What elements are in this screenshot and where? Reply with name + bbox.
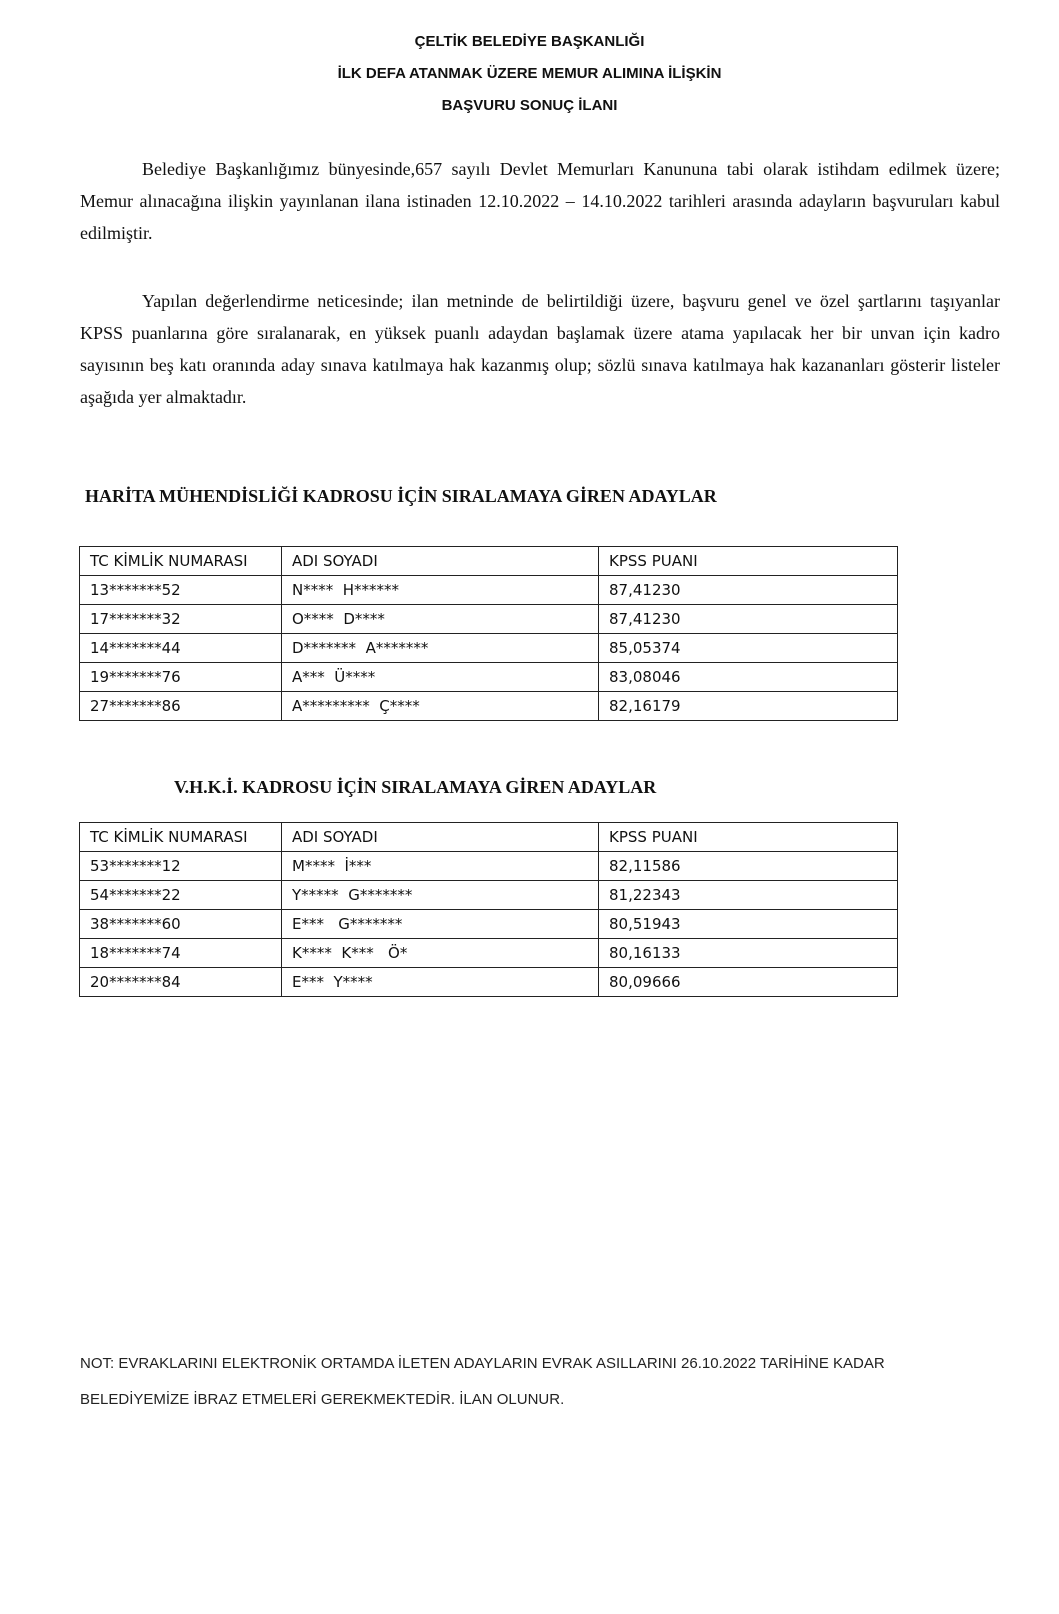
cell-kpss: 87,41230 <box>599 605 898 634</box>
cell-tc: 13*******52 <box>80 576 282 605</box>
header-institution: ÇELTİK BELEDİYE BAŞKANLIĞI <box>414 33 645 50</box>
cell-tc: 27*******86 <box>80 692 282 721</box>
cell-tc: 53*******12 <box>80 852 282 881</box>
header-announcement-title: BAŞVURU SONUÇ İLANI <box>441 97 618 114</box>
evaluation-paragraph: Yapılan değerlendirme neticesinde; ilan metninde de belirtildiği üzere, başvuru genel ve özel şartlarını taşıyanlar KPSS puanlarına göre sıralanarak, en yüksek puanlı adaydan başlamak üzere atama yapılacak her bir unvan için kadro sayısının beş katı oranında aday sınava katılmaya hak kazanmış olup; sözlü sınava katılmaya hak kazananları gösterir listeler aşağıda yer almaktadır. <box>80 291 1000 407</box>
column-header-name: ADI SOYADI <box>282 547 599 576</box>
cell-name: M**** İ*** <box>282 852 599 881</box>
header-subject: İLK DEFA ATANMAK ÜZERE MEMUR ALIMINA İLİŞKİN <box>337 65 722 82</box>
document-header <box>0 26 1059 122</box>
cell-name: O**** D**** <box>282 605 599 634</box>
cell-kpss: 80,16133 <box>599 939 898 968</box>
cell-name: A*** Ü**** <box>282 663 599 692</box>
table2-title: V.H.K.İ. KADROSU İÇİN SIRALAMAYA GİREN ADAYLAR <box>174 777 657 797</box>
footer-note <box>80 1346 1020 1418</box>
note-line-1: NOT: EVRAKLARINI ELEKTRONİK ORTAMDA İLETEN ADAYLARIN EVRAK ASILLARINI 26.10.2022 TARİHİNE KADAR <box>80 1355 885 1372</box>
cell-name: A********* Ç**** <box>282 692 599 721</box>
table-row <box>80 881 898 910</box>
intro-paragraph: Belediye Başkanlığımız bünyesinde,657 sayılı Devlet Memurları Kanununa tabi olarak istihdam edilmek üzere; Memur alınacağına ilişkin yayınlanan ilana istinaden 12.10.2022 – 14.10.2022 tarihleri arasında adayların başvuruları kabul edilmiştir. <box>80 159 1000 243</box>
column-header-kpss: KPSS PUANI <box>599 823 898 852</box>
table-row <box>80 605 898 634</box>
table-row <box>80 634 898 663</box>
vhki-candidates-table <box>79 822 898 997</box>
cell-kpss: 85,05374 <box>599 634 898 663</box>
cell-name: E*** G******* <box>282 910 599 939</box>
table-row <box>80 852 898 881</box>
cell-name: K**** K*** Ö* <box>282 939 599 968</box>
cell-kpss: 81,22343 <box>599 881 898 910</box>
column-header-kpss: KPSS PUANI <box>599 547 898 576</box>
table-header-row <box>80 823 898 852</box>
cell-name: Y***** G******* <box>282 881 599 910</box>
table-row <box>80 910 898 939</box>
column-header-tc: TC KİMLİK NUMARASI <box>80 547 282 576</box>
note-line-2: BELEDİYEMİZE İBRAZ ETMELERİ GEREKMEKTEDİR. İLAN OLUNUR. <box>80 1391 565 1408</box>
cell-tc: 14*******44 <box>80 634 282 663</box>
cell-tc: 38*******60 <box>80 910 282 939</box>
cell-tc: 18*******74 <box>80 939 282 968</box>
table-row <box>80 939 898 968</box>
cell-tc: 17*******32 <box>80 605 282 634</box>
cell-name: N**** H****** <box>282 576 599 605</box>
cell-kpss: 83,08046 <box>599 663 898 692</box>
column-header-tc: TC KİMLİK NUMARASI <box>80 823 282 852</box>
cell-kpss: 80,51943 <box>599 910 898 939</box>
table-row <box>80 576 898 605</box>
cell-tc: 19*******76 <box>80 663 282 692</box>
table1-title: HARİTA MÜHENDİSLİĞİ KADROSU İÇİN SIRALAMAYA GİREN ADAYLAR <box>85 486 717 506</box>
cell-kpss: 82,16179 <box>599 692 898 721</box>
table-header-row <box>80 547 898 576</box>
table-row <box>80 692 898 721</box>
cell-name: D******* A******* <box>282 634 599 663</box>
harita-candidates-table <box>79 546 898 721</box>
column-header-name: ADI SOYADI <box>282 823 599 852</box>
cell-tc: 20*******84 <box>80 968 282 997</box>
cell-name: E*** Y**** <box>282 968 599 997</box>
cell-kpss: 80,09666 <box>599 968 898 997</box>
table-row <box>80 663 898 692</box>
cell-kpss: 82,11586 <box>599 852 898 881</box>
cell-kpss: 87,41230 <box>599 576 898 605</box>
table-row <box>80 968 898 997</box>
cell-tc: 54*******22 <box>80 881 282 910</box>
